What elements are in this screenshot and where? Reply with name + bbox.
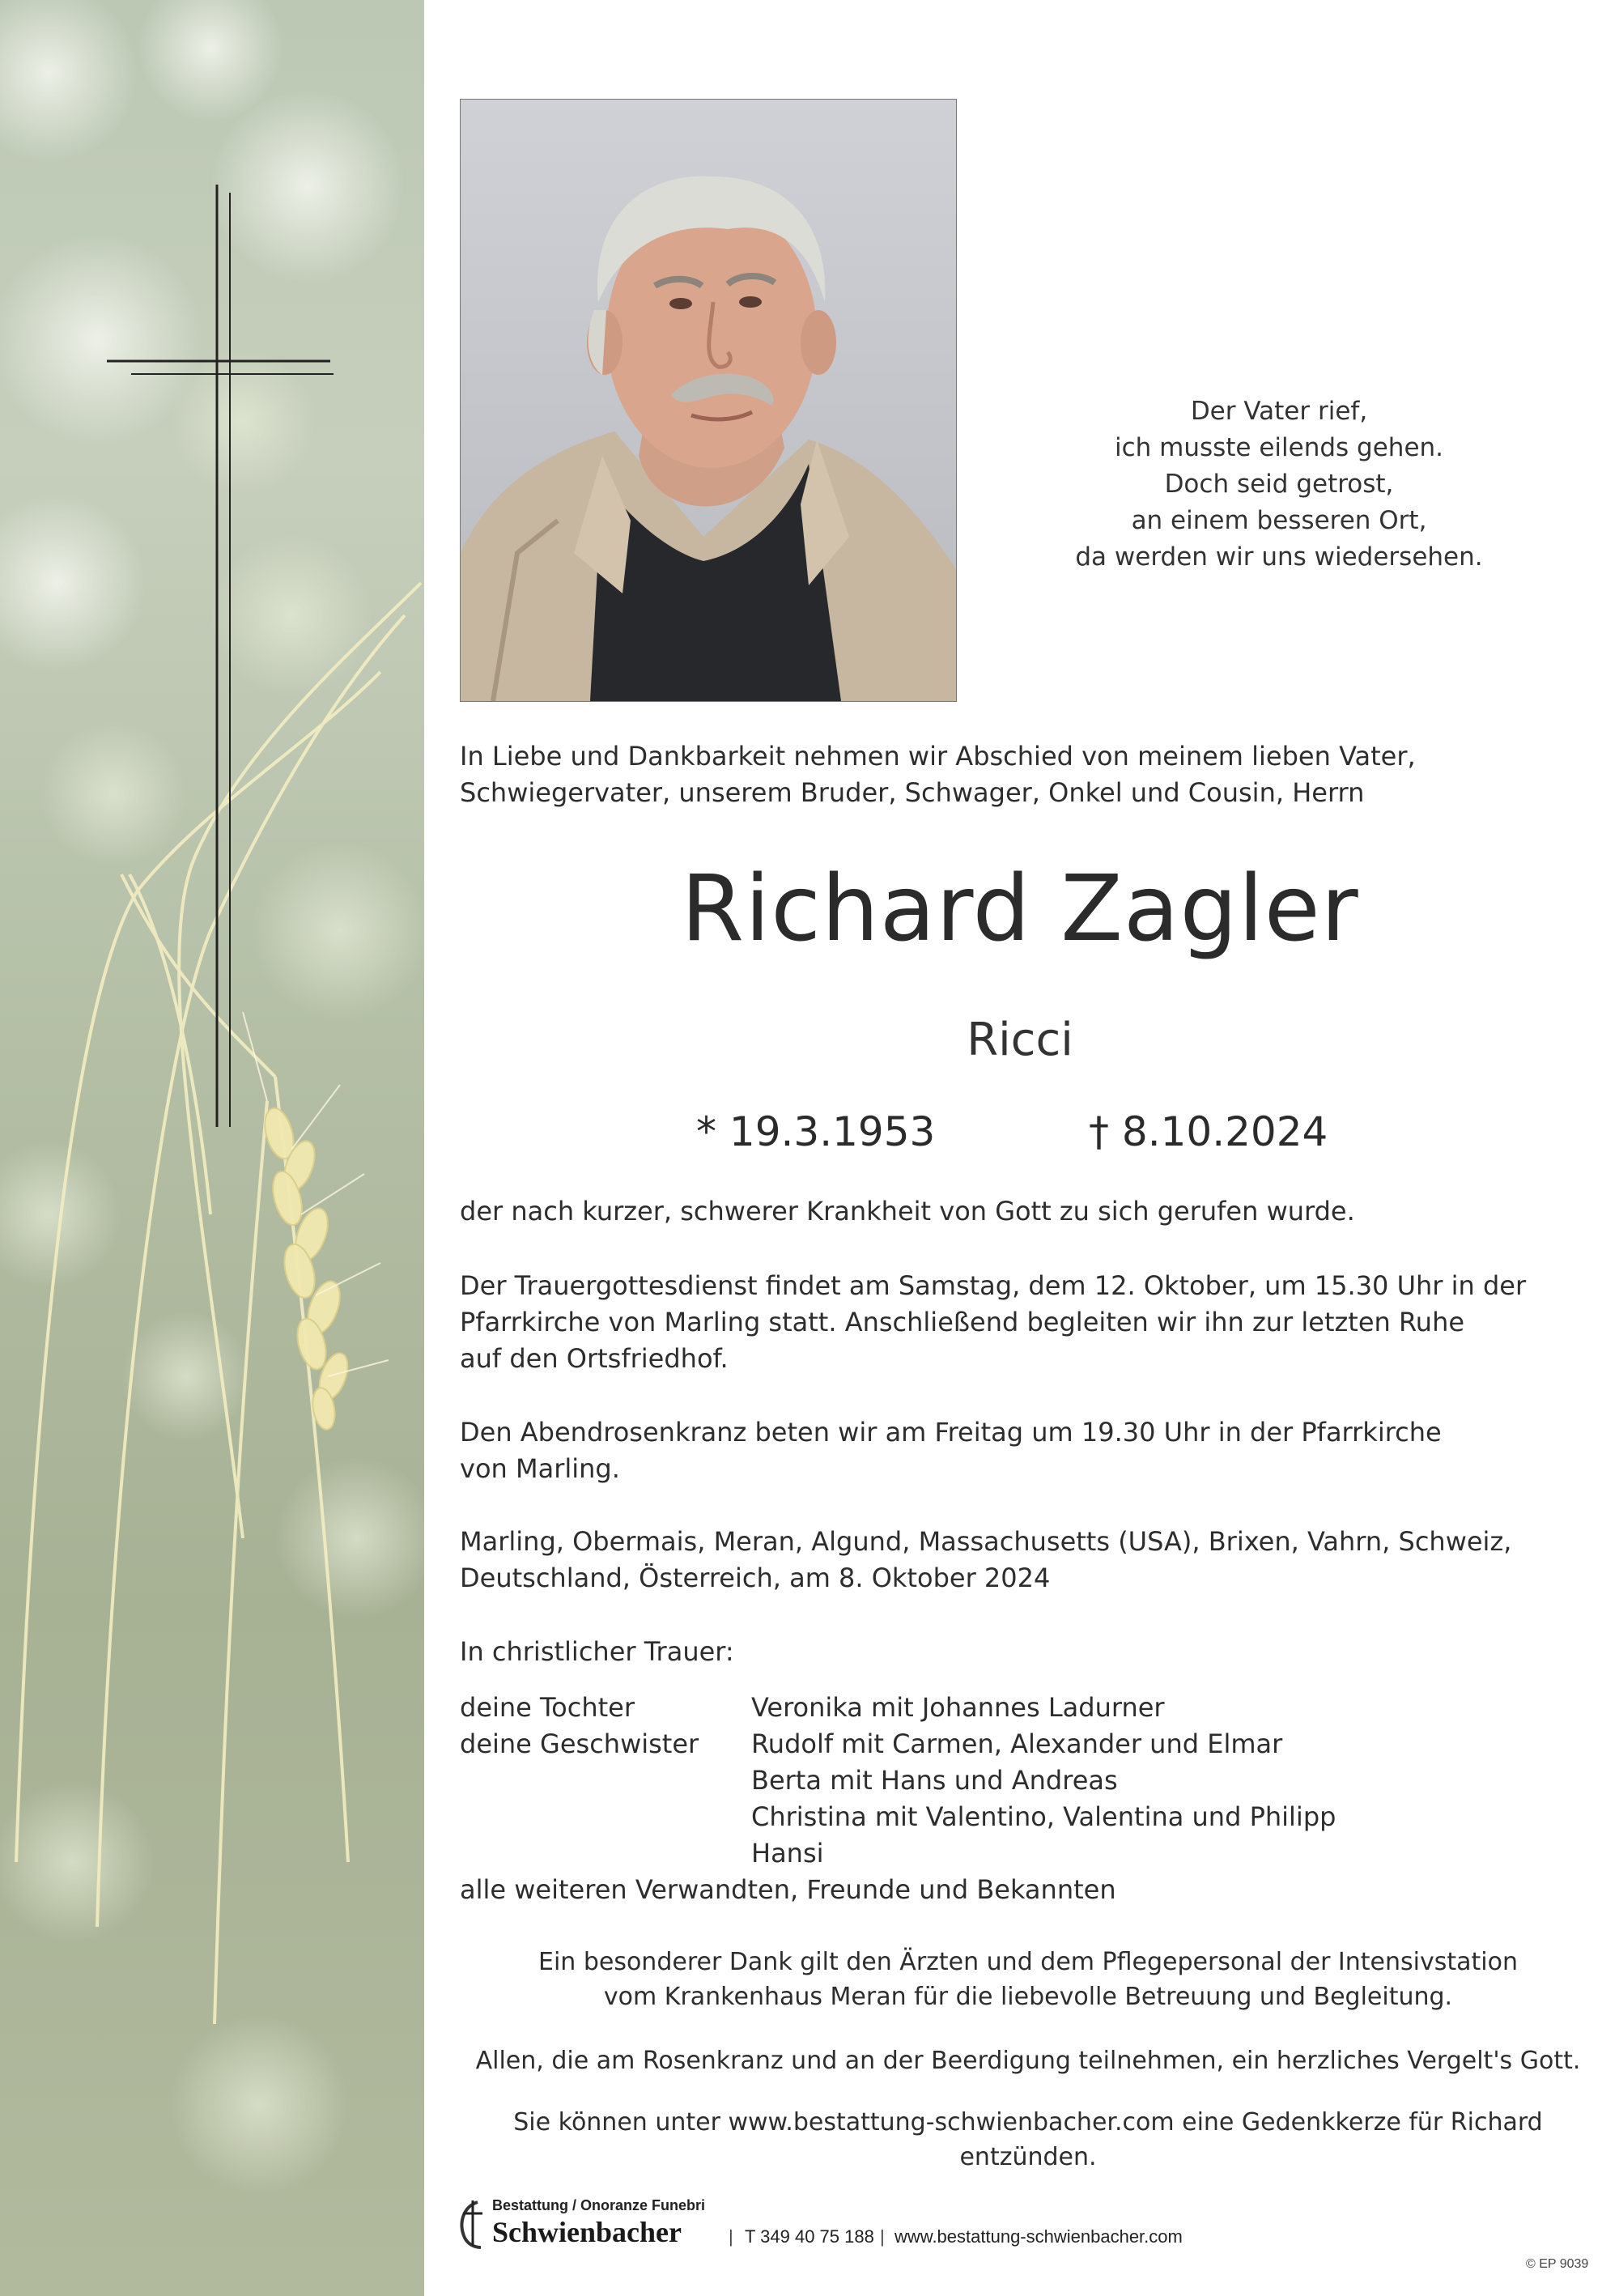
deceased-name: Richard Zagler xyxy=(681,857,1359,962)
places-line: Deutschland, Österreich, am 8. Oktober 2024 xyxy=(460,1563,1051,1593)
thanks-line: vom Krankenhaus Meran für die liebevolle Betreuung und Begleitung. xyxy=(603,1983,1453,2011)
called-text: der nach kurzer, schwerer Krankheit von Gott zu sich gerufen wurde. xyxy=(460,1196,1355,1227)
verse xyxy=(1020,393,1538,576)
document-code: © EP 9039 xyxy=(1526,2257,1589,2271)
funeral-service-text xyxy=(460,1268,1526,1377)
family-relation: deine Tochter xyxy=(460,1692,635,1723)
verse-line: an einem besseren Ort, xyxy=(1131,506,1427,535)
intro-line: Schwiegervater, unserem Bruder, Schwager, Onkel und Cousin, Herrn xyxy=(460,777,1365,808)
footer-separator: | xyxy=(729,2226,733,2247)
portrait-photo xyxy=(460,99,957,702)
birth-date: * 19.3.1953 xyxy=(696,1108,936,1155)
intro-line: In Liebe und Dankbarkeit nehmen wir Abschied von meinem lieben Vater, xyxy=(460,741,1416,772)
footer-separator: | xyxy=(880,2226,885,2247)
logo-subtitle: Bestattung / Onoranze Funebri xyxy=(492,2197,706,2213)
thanks-line: Ein besonderer Dank gilt den Ärzten und dem Pflegepersonal der Intensivstation xyxy=(538,1948,1518,1976)
service-line: Der Trauergottesdienst findet am Samstag, dem 12. Oktober, um 15.30 Uhr in der xyxy=(460,1270,1527,1301)
rosary-line: Den Abendrosenkranz beten wir am Freitag um 19.30 Uhr in der Pfarrkirche xyxy=(460,1417,1442,1448)
verse-line: Doch seid getrost, xyxy=(1164,470,1394,499)
verse-line: Der Vater rief, xyxy=(1190,397,1368,426)
cross-icon xyxy=(0,0,424,1133)
verse-line: ich musste eilends gehen. xyxy=(1114,433,1444,462)
thanks-text xyxy=(453,1945,1603,2014)
verse-line: da werden wir uns wiedersehen. xyxy=(1075,542,1483,572)
places-line: Marling, Obermais, Meran, Algund, Massachusetts (USA), Brixen, Vahrn, Schweiz, xyxy=(460,1526,1512,1557)
family-names: Berta mit Hans und Andreas xyxy=(751,1765,1118,1796)
rosary-text xyxy=(460,1414,1442,1487)
mourning-heading: In christlicher Trauer: xyxy=(460,1636,734,1667)
service-line: auf den Ortsfriedhof. xyxy=(460,1343,729,1374)
footer-website-link[interactable]: www.bestattung-schwienbacher.com xyxy=(894,2226,1183,2247)
deceased-nickname: Ricci xyxy=(967,1014,1073,1066)
intro-text xyxy=(460,738,1416,811)
family-relation: deine Geschwister xyxy=(460,1728,699,1759)
memorial-candle-text: Sie können unter www.bestattung-schwienbacher.com eine Gedenkkerze für Richard entzünden. xyxy=(513,2108,1543,2171)
death-date: † 8.10.2024 xyxy=(1089,1108,1328,1155)
funeral-home-logo-icon xyxy=(453,2196,489,2252)
family-names: Veronika mit Johannes Ladurner xyxy=(751,1692,1165,1723)
family-names: Hansi xyxy=(751,1838,824,1869)
family-others: alle weiteren Verwandten, Freunde und Bekannten xyxy=(460,1874,1116,1905)
family-names: Rudolf mit Carmen, Alexander und Elmar xyxy=(751,1728,1283,1759)
decorative-side-panel xyxy=(0,0,424,2296)
rosary-thanks-text: Allen, die am Rosenkranz und an der Beerdigung teilnehmen, ein herzliches Vergelt's Gott. xyxy=(475,2047,1581,2075)
logo-name: Schwienbacher xyxy=(492,2216,682,2248)
service-line: Pfarrkirche von Marling statt. Anschließend begleiten wir ihn zur letzten Ruhe xyxy=(460,1307,1465,1337)
rosary-line: von Marling. xyxy=(460,1453,620,1484)
footer-phone: T 349 40 75 188 xyxy=(745,2226,874,2247)
family-names: Christina mit Valentino, Valentina und Philipp xyxy=(751,1801,1336,1832)
places-text xyxy=(460,1524,1511,1597)
